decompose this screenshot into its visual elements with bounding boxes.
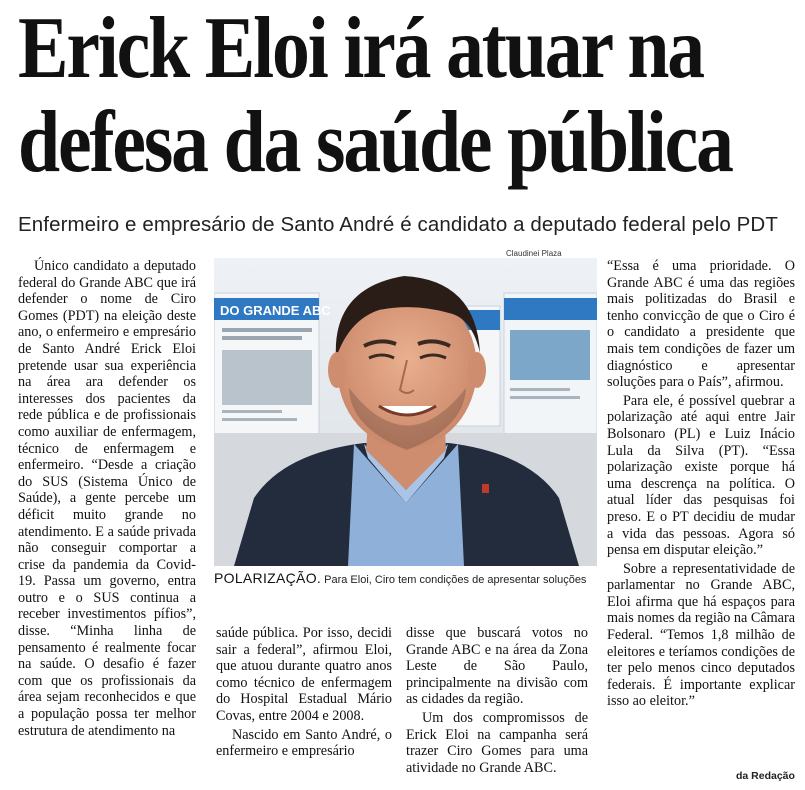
candidate-photo [214,258,597,566]
photo-caption [214,570,604,586]
headline [18,0,732,191]
paragraph: saúde pública. Por isso, decidi sair a federal”, afirmou Eloi, que atuou durante quatro anos como técnico de enfermagem do Hospital Estadual Mário Covas, entre 2004 e 2008. [216,625,392,724]
headline-line-2: defesa da saúde pública [18,94,732,191]
paragraph: Único candidato a deputado federal do Grande ABC que irá defender o nome de Ciro Gomes (PDT) na eleição deste ano, o enfermeiro e empresário de Santo André Erick Eloi pretende usar sua experiência na área ara defender os interesses dos pacientes da rede pública e de profissionais como auxiliar de enfermagem, técnico de enfermagem e enfermeiro. “Desde a criação do SUS (Sistema Único de Saúde), a gente percebe um déficit muito grande no atendimento. E a saúde privada não conseguir comportar a crise da pandemia da Covid-19. Passa um governo, entra outro e o SUS continua a receber investimentos pífios”, disse. “Minha linha de pensamento é realmente focar na saúde. O desafio é fazer com que os profissionais da área sejam reconhecidos e que a população possa ter melhor estrutura de atendimento na [18,258,196,739]
paragraph: Para ele, é possível quebrar a polarização até aqui entre Jair Bolsonaro (PL) e Luiz Inácio Lula da Silva (PT). “Essa polarização existe porque há uma descrença na política. O atual líder das pesquisas foi preso. E o PT decidiu de mudar a vida das pessoas. Agora só pensa em disputar eleição.” [607,392,795,559]
headline-line-1: Erick Eloi irá atuar na [18,0,703,97]
article-column-3 [406,625,588,776]
paragraph: Nascido em Santo André, o enfermeiro e empresário [216,726,392,760]
article-column-2 [216,625,392,760]
byline: da Redação [736,770,795,782]
subheadline: Enfermeiro e empresário de Santo André é candidato a deputado federal pelo PDT [18,213,778,236]
photo-illustration [214,258,597,566]
paragraph: disse que buscará votos no Grande ABC e na área da Zona Leste de São Paulo, principalmente na divisão com as cidades da região. [406,625,588,708]
article-column-4 [607,258,795,710]
caption-label: POLARIZAÇÃO. [214,570,322,586]
wall-paper-masthead: DO GRANDE ABC [220,303,331,318]
paragraph: Sobre a representatividade de parlamentar no Grande ABC, Eloi afirma que há espaços para mais nomes da região na Câmara Federal. “Temos 1,8 milhão de eleitores e teríamos condições de ter pelo menos cinco deputados federais. É importante explicar isso ao eleitor.” [607,560,795,710]
article-column-1 [18,258,196,739]
paragraph: “Essa é uma prioridade. O Grande ABC é uma das regiões mais politizadas do Brasil e tenho convicção de que o Ciro é o candidato a presidente que mais tem condições de fazer um diagnóstico e apresentar soluções para o País”, afirmou. [607,258,795,391]
paragraph: Um dos compromissos de Erick Eloi na campanha será trazer Ciro Gomes para uma atividade no Grande ABC. [406,709,588,776]
photo-credit: Claudinei Plaza [506,249,562,258]
caption-text: Para Eloi, Ciro tem condições de apresentar soluções [321,574,587,586]
